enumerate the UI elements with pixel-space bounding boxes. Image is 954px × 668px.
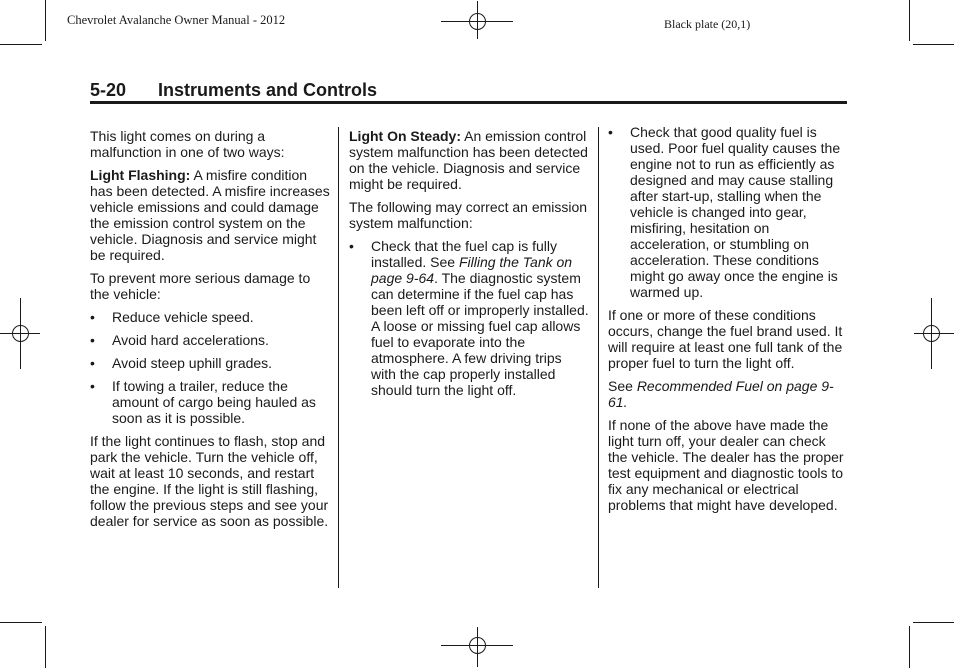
light-steady-paragraph (349, 128, 589, 192)
section-heading (90, 80, 377, 101)
crop-mark (45, 626, 46, 668)
column-3 (608, 124, 846, 520)
light-steady-label: Light On Steady: (349, 128, 461, 144)
list-item: • Check that good quality fuel is used. Poor fuel quality causes the engine not to run as efficiently as designed and may cause stalling after start-up, stalling when the vehicle is changed into gear, misfiring, hesitation on acceleration, or stumbling on acceleration. These conditions might go away once the engine is warmed up. (608, 124, 841, 300)
following-paragraph: The following may correct an emission system malfunction: (349, 199, 588, 231)
crop-mark (913, 622, 954, 623)
cross-reference-link[interactable]: Filling the Tank on page 9-64 (371, 254, 573, 286)
crop-mark (45, 0, 46, 41)
list-item: • Avoid steep uphill grades. (90, 355, 273, 371)
light-steady-text: An emission control system malfunction has been detected on the vehicle. Diagnosis and service might be required. (349, 128, 588, 192)
manual-title: Chevrolet Avalanche Owner Manual - 2012 (67, 13, 286, 27)
if-none-paragraph: If none of the above have made the light turn off, your dealer can check the vehicle. The dealer has the proper test equipment and diagnostic tools to fix any mechanical or electrical problems that might have developed. (608, 417, 844, 513)
page-number: 5-20 (90, 80, 127, 100)
heading-rule (90, 101, 847, 104)
list-item: • Reduce vehicle speed. (90, 309, 254, 325)
crop-mark (913, 44, 954, 45)
plate-label: Black plate (20,1) (664, 17, 751, 31)
list-item: • Avoid hard accelerations. (90, 332, 269, 348)
crop-mark (0, 44, 42, 45)
light-flashing-paragraph (90, 167, 330, 263)
column-divider (598, 127, 599, 588)
intro-paragraph: This light comes on during a malfunction in one of two ways: (90, 128, 285, 160)
cross-reference-link[interactable]: Recommended Fuel on page 9-61. (608, 378, 834, 410)
section-title: Instruments and Controls (158, 80, 378, 100)
column-divider (338, 127, 339, 588)
light-flashing-text: A misfire condition has been detected. A misfire increases vehicle emissions and could damage the emission control system on the vehicle. Diagnosis and service might be required. (90, 167, 330, 263)
continues-paragraph: If the light continues to flash, stop and park the vehicle. Turn the vehicle off, wait at least 10 seconds, and restart the engine. If the light is still flashing, follow the previous steps and see your dealer for service as soon as possible. (90, 433, 329, 529)
column-1 (90, 128, 330, 536)
column-2 (349, 128, 589, 405)
light-flashing-label: Light Flashing: (90, 167, 191, 183)
crop-mark (909, 626, 910, 668)
crop-mark (909, 0, 910, 41)
list-item: • Check that the fuel cap is fully installed. See Filling the Tank on page 9-64. The diagnostic system can determine if the fuel cap has been left off or improperly installed. A loose or missing fuel cap allows fuel to evaporate into the atmosphere. A few driving trips with the cap properly installed should turn the light off. (349, 238, 589, 398)
list-item: • If towing a trailer, reduce the amount of cargo being hauled as soon as it is possible. (90, 378, 316, 426)
prevent-paragraph: To prevent more serious damage to the vehicle: (90, 270, 311, 302)
see-paragraph: See Recommended Fuel on page 9-61. (608, 378, 834, 410)
crop-mark (0, 622, 42, 623)
if-one-paragraph: If one or more of these conditions occurs, change the fuel brand used. It will require at least one full tank of the proper fuel to turn the light off. (608, 307, 843, 371)
